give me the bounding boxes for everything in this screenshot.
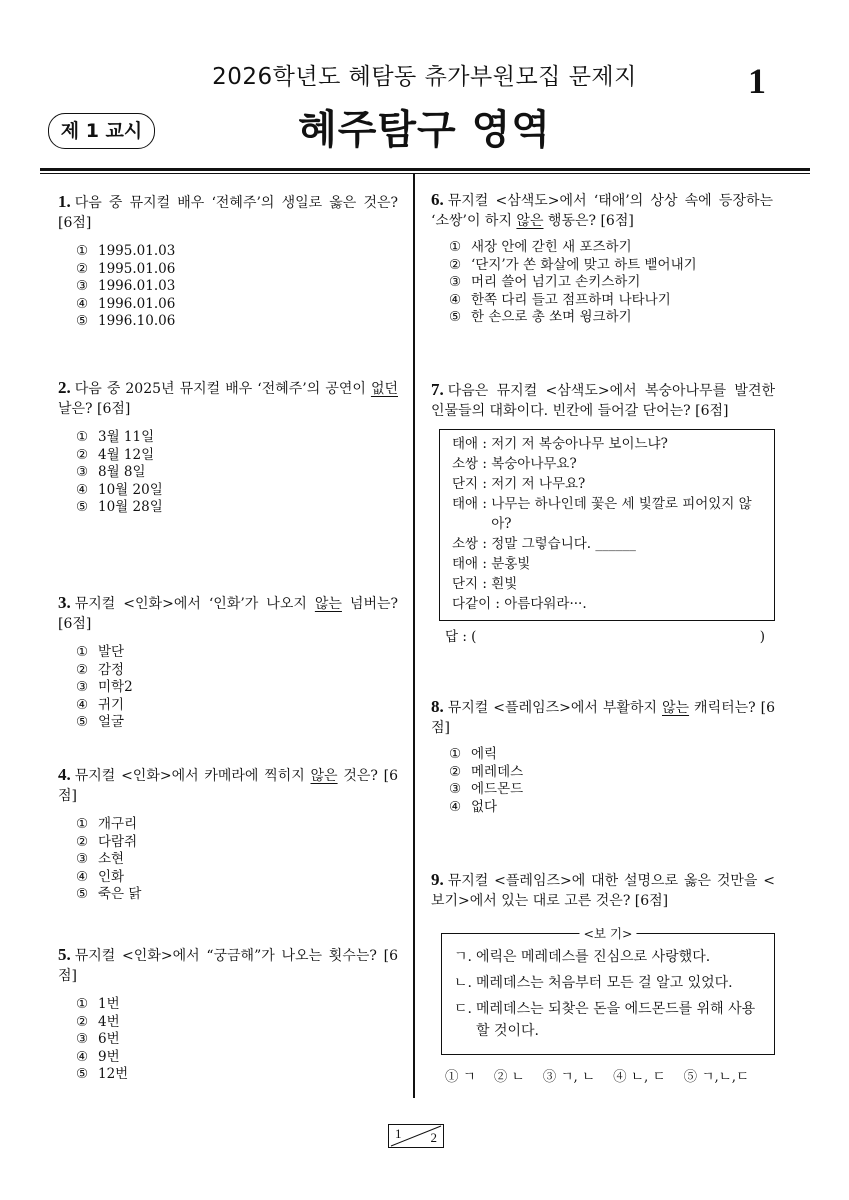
question-2 (58, 378, 398, 517)
option-marker: ① (76, 996, 89, 1012)
option-marker: ① (449, 746, 462, 762)
option[interactable] (76, 499, 398, 517)
stem-emphasis: 않는 (662, 700, 690, 716)
option-marker: ③ (76, 851, 89, 867)
dialog-line (452, 454, 764, 474)
question-number: 2. (58, 378, 71, 397)
option-marker: ③ (76, 278, 89, 294)
option-marker: ② (76, 260, 89, 277)
option-text: 미학2 (98, 679, 133, 695)
option[interactable] (76, 834, 398, 852)
stem-text: 것은? [6점] (58, 768, 398, 804)
bogi-box (441, 926, 775, 1055)
option-marker: ③ (76, 679, 89, 695)
bogi-key: ㄷ. (454, 1001, 472, 1017)
option[interactable] (449, 274, 773, 292)
subject-title: 혜주탐구 영역 (298, 107, 551, 153)
bogi-key: ㄴ. (454, 975, 472, 991)
option[interactable] (449, 764, 775, 782)
header-rule-thick (40, 168, 810, 171)
choice[interactable] (613, 1067, 665, 1087)
speech: 정말 그렇습니다. ______ (491, 536, 636, 552)
speaker: 태애 : (452, 556, 492, 572)
stem-text: 다음은 뮤지컬 <삼색도>에서 복숭아나무를 발견한 인물들의 대화이다. 빈칸에 들어갈 단어는? [6점] (431, 383, 775, 419)
stem-emphasis: 않은 (310, 768, 338, 784)
dialog-line (452, 594, 764, 614)
stem-text: 다음 중 뮤지컬 배우 ‘전혜주’의 생일로 옳은 것은? [6점] (58, 195, 398, 231)
option-text: 3월 11일 (98, 429, 155, 445)
choice[interactable] (543, 1067, 595, 1087)
bogi-text: 메레데스는 되찾은 돈을 에드몬드를 위해 사용할 것이다. (476, 1001, 756, 1039)
option-marker: ② (76, 833, 89, 850)
total-pages: 2 (430, 1130, 437, 1145)
option[interactable] (76, 662, 398, 680)
option-text: 12번 (98, 1066, 129, 1082)
option-text: 소현 (98, 851, 125, 867)
option-marker: ③ (449, 274, 462, 290)
option-marker: ⑤ (76, 499, 89, 515)
stem-emphasis: 않는 (314, 596, 342, 612)
bogi-item (454, 946, 762, 968)
speaker: 태애 : (452, 496, 492, 512)
option-text: 에릭 (471, 746, 498, 762)
choice-marker: ⑤ (683, 1069, 698, 1085)
choice[interactable] (684, 1067, 750, 1087)
option-text: 8월 8일 (98, 464, 146, 480)
option-marker: ⑤ (76, 714, 89, 730)
option[interactable] (76, 851, 398, 869)
option-text: 없다 (471, 798, 498, 815)
option[interactable] (76, 816, 398, 834)
option-marker: ⑤ (76, 886, 89, 902)
option-marker: ④ (76, 481, 89, 498)
speaker: 다같이 : (452, 596, 505, 612)
option-list (449, 239, 773, 327)
option-text: 얼굴 (98, 714, 125, 730)
speech: 흰빛 (491, 576, 518, 592)
option-list (76, 644, 398, 732)
stem-text: 다음 중 2025년 뮤지컬 배우 ‘전혜주’의 공연이 (74, 381, 371, 397)
option-text: 1996.01.03 (98, 278, 176, 294)
dialog-line (452, 434, 764, 454)
stem-text: 캐릭터는? [6점] (431, 700, 776, 736)
option-marker: ② (76, 661, 89, 678)
stem-text: 뮤지컬 <플레임즈>에서 부활하지 (447, 700, 662, 716)
option-text: 1995.01.06 (98, 260, 176, 277)
option-text: 발단 (98, 644, 125, 660)
question-stem (431, 697, 775, 738)
answer-suffix: ) (759, 629, 765, 645)
option[interactable] (449, 257, 773, 275)
question-stem (58, 378, 398, 419)
option[interactable] (76, 697, 398, 715)
speech: 분홍빛 (491, 556, 531, 572)
option[interactable] (76, 996, 398, 1014)
option[interactable] (76, 243, 398, 261)
question-7 (431, 380, 775, 647)
question-stem (58, 192, 398, 233)
speaker: 소쌍 : (452, 536, 492, 552)
bogi-item (454, 972, 762, 994)
option-list (76, 243, 398, 331)
option[interactable] (449, 309, 773, 327)
option-marker: ① (76, 644, 89, 660)
stem-emphasis: 않은 (516, 213, 544, 229)
bogi-item (454, 998, 762, 1042)
question-9 (431, 870, 775, 1087)
choice-text: ㄴ (511, 1069, 525, 1085)
speech: 나무는 하나인데 꽃은 세 빛깔로 피어있지 않아? (491, 496, 752, 532)
option[interactable] (76, 1049, 398, 1067)
exam-title: 2026학년도 혜탐동 츄가부원모집 문제지 (212, 64, 637, 90)
question-6 (431, 190, 773, 327)
question-4 (58, 765, 398, 904)
option-marker: ④ (76, 696, 89, 713)
choice-marker: ① (445, 1069, 459, 1085)
bogi-key: ㄱ. (454, 949, 472, 965)
question-stem (431, 190, 773, 231)
option[interactable] (449, 799, 775, 817)
question-number: 7. (431, 380, 444, 399)
bogi-text: 에릭은 메레데스를 진심으로 사랑했다. (476, 949, 711, 965)
option-text: 10월 20일 (98, 481, 163, 498)
dialog-line (452, 474, 764, 494)
option-marker: ⑤ (449, 309, 462, 325)
option-text: 1995.01.03 (98, 243, 176, 259)
choice[interactable] (494, 1067, 525, 1087)
question-number: 6. (431, 190, 444, 209)
option-text: 1996.10.06 (98, 313, 176, 329)
option-marker: ① (76, 243, 89, 259)
option-marker: ② (449, 763, 462, 780)
option-marker: ① (76, 429, 89, 445)
question-number: 9. (431, 870, 444, 889)
choice-text: ㄱ,ㄴ,ㄷ (701, 1069, 750, 1085)
bogi-label: <보 기> (579, 923, 636, 945)
speaker: 태애 : (452, 436, 492, 452)
stem-text: 행동은? [6점] (543, 213, 634, 229)
question-number: 4. (58, 765, 71, 784)
option-marker: ④ (76, 1048, 89, 1065)
option-text: 인화 (98, 868, 125, 885)
option[interactable] (76, 1014, 398, 1032)
choice-marker: ③ (542, 1069, 557, 1085)
option-text: 4월 12일 (98, 446, 155, 463)
speech: 저기 저 복숭아나무 보이느냐? (491, 436, 668, 452)
option-text: ‘단지’가 쏜 화살에 맞고 하트 뱉어내기 (471, 256, 697, 273)
stem-text: 날은? [6점] (58, 401, 131, 417)
option-marker: ② (76, 1013, 89, 1030)
question-stem (431, 870, 775, 911)
choice-text: ㄱ, ㄴ (560, 1069, 596, 1085)
question-5 (58, 945, 398, 1084)
option[interactable] (76, 464, 398, 482)
option[interactable] (76, 869, 398, 887)
choice-text: ㄴ, ㄷ (630, 1069, 666, 1085)
option-text: 한쪽 다리 들고 점프하며 나타나기 (471, 291, 671, 308)
option-marker: ③ (449, 781, 462, 797)
stem-text: 뮤지컬 <삼색도>에서 ‘태애’의 상상 속에 등장하는 ‘소쌍’이 하지 (431, 193, 773, 229)
speech: 저기 저 나무요? (491, 476, 586, 492)
question-3 (58, 593, 398, 732)
answer-blank[interactable] (445, 627, 765, 647)
option-text: 한 손으로 총 쏘며 윙크하기 (471, 309, 632, 325)
page-number: 1 (748, 61, 766, 101)
option[interactable] (76, 447, 398, 465)
option-list (76, 429, 398, 517)
dialog-line (452, 494, 764, 534)
answer-choices (445, 1067, 775, 1087)
bogi-text: 메레데스는 처음부터 모든 걸 알고 있었다. (476, 975, 733, 991)
choice[interactable] (445, 1067, 476, 1087)
option[interactable] (76, 278, 398, 296)
option-text: 10월 28일 (98, 499, 163, 515)
option[interactable] (449, 239, 773, 257)
answer-prefix: 답 : ( (445, 629, 477, 645)
option[interactable] (76, 313, 398, 331)
option-text: 4번 (98, 1013, 120, 1030)
option[interactable] (76, 644, 398, 662)
dialog-line (452, 574, 764, 594)
option-marker: ① (449, 239, 462, 255)
option-list (449, 746, 775, 816)
page-counter (388, 1124, 444, 1148)
question-8 (431, 697, 775, 816)
option-text: 머리 쓸어 넘기고 손키스하기 (471, 274, 641, 290)
option[interactable] (76, 1066, 398, 1084)
option-text: 다람쥐 (98, 833, 138, 850)
option-marker: ③ (76, 464, 89, 480)
speech: 아름다워라···. (504, 596, 587, 612)
question-number: 3. (58, 593, 71, 612)
option[interactable] (76, 482, 398, 500)
option-marker: ② (449, 256, 462, 273)
option-marker: ④ (449, 798, 462, 815)
option-text: 1번 (98, 996, 120, 1012)
choice-marker: ④ (613, 1069, 627, 1085)
period-badge: 제 1 교시 (48, 113, 155, 149)
stem-text: 뮤지컬 <인화>에서 카메라에 찍히지 (74, 768, 311, 784)
choice-marker: ② (493, 1069, 508, 1085)
option-list (76, 996, 398, 1084)
stem-emphasis: 없던 (370, 381, 398, 397)
option-text: 에드몬드 (471, 781, 524, 797)
option[interactable] (76, 886, 398, 904)
question-number: 8. (431, 697, 444, 716)
stem-text: 넘버는? [6점] (58, 596, 398, 632)
stem-text: 뮤지컬 <플레임즈>에 대한 설명으로 옳은 것만을 <보기>에서 있는 대로 고른 것은? [6점] (431, 873, 775, 909)
option-text: 죽은 닭 (98, 886, 142, 902)
option[interactable] (449, 292, 773, 310)
speaker: 단지 : (452, 576, 492, 592)
option-marker: ① (76, 816, 89, 832)
speaker: 소쌍 : (452, 456, 492, 472)
option-text: 9번 (98, 1048, 120, 1065)
option-marker: ③ (76, 1031, 89, 1047)
dialog-line (452, 554, 764, 574)
question-stem (58, 945, 398, 986)
option-text: 메레데스 (471, 763, 524, 780)
option-marker: ⑤ (76, 313, 89, 329)
header-rule-thin (40, 173, 810, 174)
stem-text: 뮤지컬 <인화>에서 “궁금해”가 나오는 횟수는? [6점] (58, 948, 398, 984)
speaker: 단지 : (452, 476, 492, 492)
question-stem (58, 765, 398, 806)
current-page: 1 (395, 1126, 402, 1141)
option-text: 6번 (98, 1031, 120, 1047)
option-marker: ⑤ (76, 1066, 89, 1082)
question-number: 5. (58, 945, 71, 964)
question-stem (431, 380, 775, 421)
option-marker: ④ (76, 868, 89, 885)
option[interactable] (76, 296, 398, 314)
option[interactable] (76, 1031, 398, 1049)
choice-text: ㄱ (462, 1069, 476, 1085)
dialog-line (452, 534, 764, 554)
dialog-box (439, 429, 775, 621)
option-marker: ② (76, 446, 89, 463)
question-stem (58, 593, 398, 634)
option-text: 1996.01.06 (98, 295, 176, 312)
option-text: 새장 안에 갇힌 새 포즈하기 (471, 239, 632, 255)
stem-text: 뮤지컬 <인화>에서 ‘인화’가 나오지 (74, 596, 315, 612)
question-number: 1. (58, 192, 71, 211)
option[interactable] (76, 679, 398, 697)
option[interactable] (449, 781, 775, 799)
question-1 (58, 192, 398, 331)
column-divider (413, 174, 415, 1098)
option[interactable] (76, 261, 398, 279)
option[interactable] (76, 429, 398, 447)
option-text: 귀기 (98, 696, 125, 713)
option-text: 감정 (98, 661, 125, 678)
option-list (76, 816, 398, 904)
option-text: 개구리 (98, 816, 138, 832)
speech: 복숭아나무요? (491, 456, 577, 472)
option-marker: ④ (76, 295, 89, 312)
option-marker: ④ (449, 291, 462, 308)
option[interactable] (76, 714, 398, 732)
option[interactable] (449, 746, 775, 764)
